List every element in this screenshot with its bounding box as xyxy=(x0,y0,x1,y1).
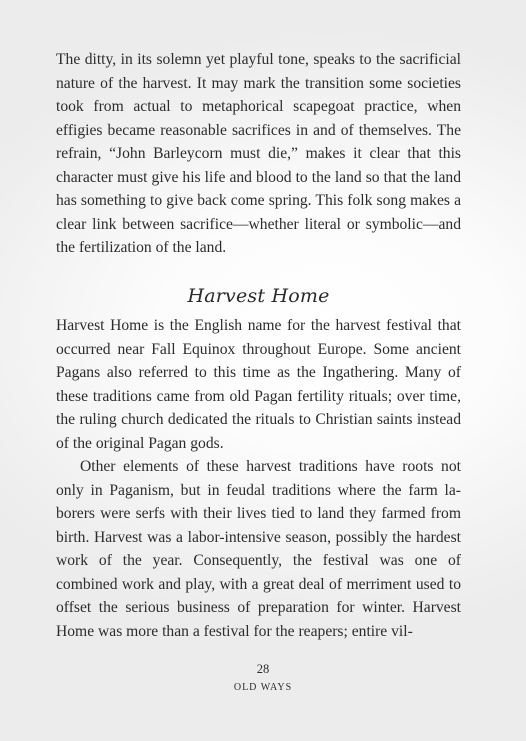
body-paragraph: Harvest Home is the English name for the harvest festival that occurred near Fall Equinox throughout Europe. Some ancient Pagans also referred to this time as the Ingathering. Many of these traditions came from old Pagan fertility rituals; over time, the ruling church dedicated the rituals to Christian saints instead of the original Pagan gods. xyxy=(56,317,461,452)
page-number: 28 xyxy=(256,662,270,676)
section-heading: Harvest Home xyxy=(187,285,330,307)
body-paragraph: Other elements of these harvest traditions have roots not only in Paganism, but in feudal traditions where the farm laborers were serfs with their lives tied to land they farmed from birth. Harvest was a labor-intensive season, possibly the hardest work of the year. Consequently, the festival was one of combined work and play, with a great deal of merriment used to offset the serious business of preparation for winter. Harvest Home was more than a festival for the reapers; entire vil- xyxy=(56,458,461,640)
running-title: OLD WAYS xyxy=(233,682,293,693)
body-paragraph: The ditty, in its solemn yet playful tone, speaks to the sacrificial nature of the harvest. It may mark the transition some societies took from actual to metaphorical scapegoat practice, when effigies became reasonable sacrifices in and of themselves. The refrain, “John Barleycorn must die,” makes it clear that this character must give his life and blood to the land so that the land has something to give back come spring. This folk song makes a clear link between sacrifice—whether literal or symbolic—and the fertilization of the land. xyxy=(56,51,461,256)
